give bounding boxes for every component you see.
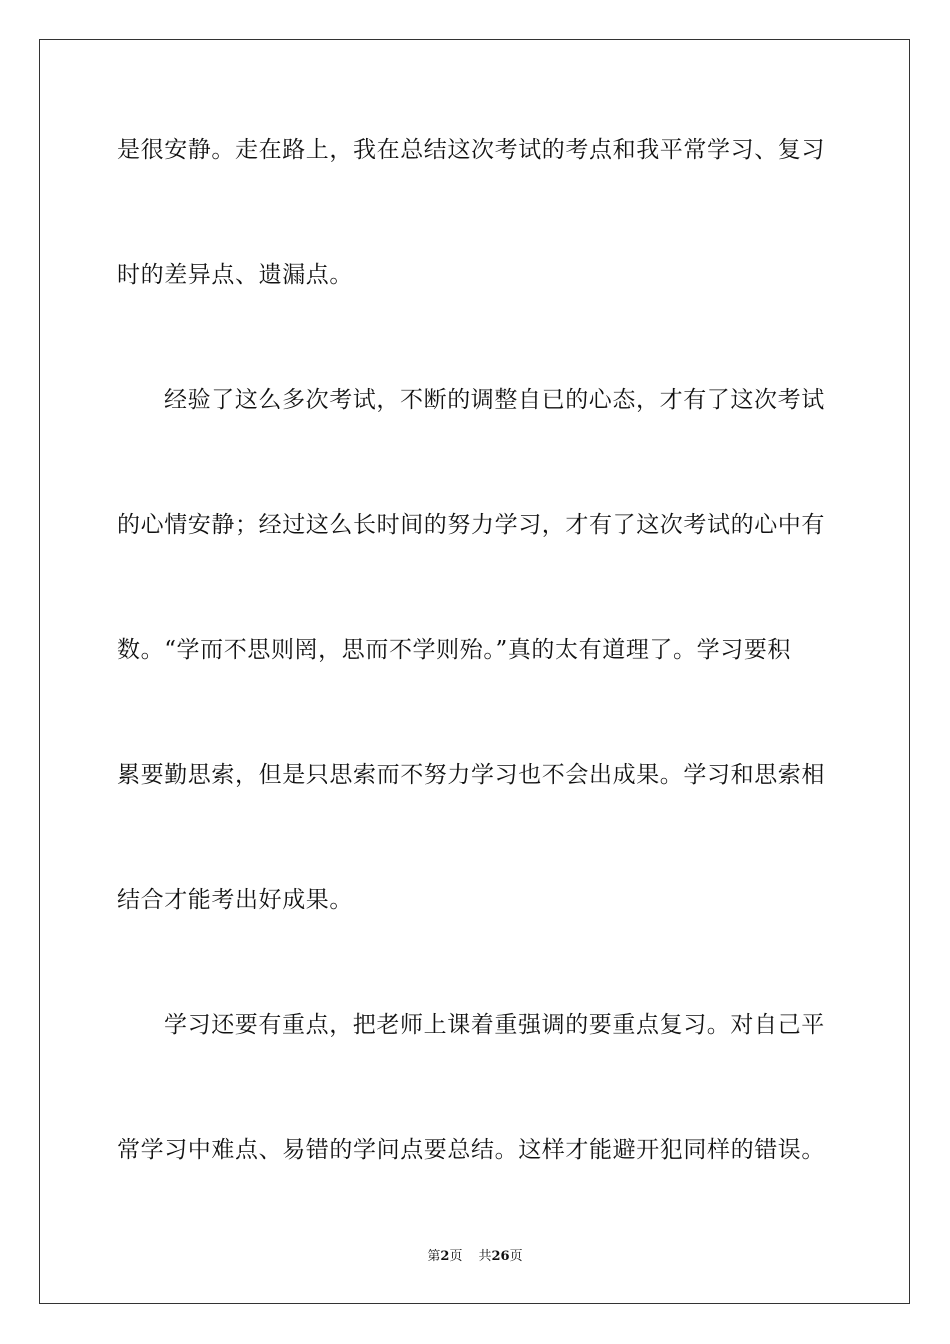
- text-line-1: 是很安静。走在路上，我在总结这次考试的考点和我平常学习、复习: [117, 137, 825, 163]
- page-suffix: 页: [449, 1249, 463, 1264]
- text-line-6: 累要勤思索，但是只思索而不努力学习也不会出成果。学习和思索相: [117, 762, 825, 788]
- text-line-8: 学习还要有重点，把老师上课着重强调的要重点复习。对自己平: [164, 1012, 825, 1038]
- text-line-3: 经验了这么多次考试，不断的调整自已的心态，才有了这次考试: [164, 387, 825, 413]
- page-number: 2: [440, 1249, 450, 1264]
- page-footer: [0, 1248, 950, 1266]
- text-line-4: 的心情安静；经过这么长时间的努力学习，才有了这次考试的心中有: [117, 512, 825, 538]
- text-line-7: 结合才能考出好成果。: [117, 887, 353, 913]
- total-suffix: 页: [509, 1249, 523, 1264]
- page-prefix: 第: [427, 1249, 441, 1264]
- text-line-2: 时的差异点、遗漏点。: [117, 262, 353, 288]
- total-pages: 26: [491, 1249, 510, 1264]
- text-line-5: 数。“学而不思则罔，思而不学则殆。”真的太有道理了。学习要积: [117, 637, 792, 663]
- page-border: [39, 39, 910, 1304]
- text-line-9: 常学习中难点、易错的学问点要总结。这样才能避开犯同样的错误。: [117, 1137, 825, 1163]
- total-prefix: 共: [478, 1249, 492, 1264]
